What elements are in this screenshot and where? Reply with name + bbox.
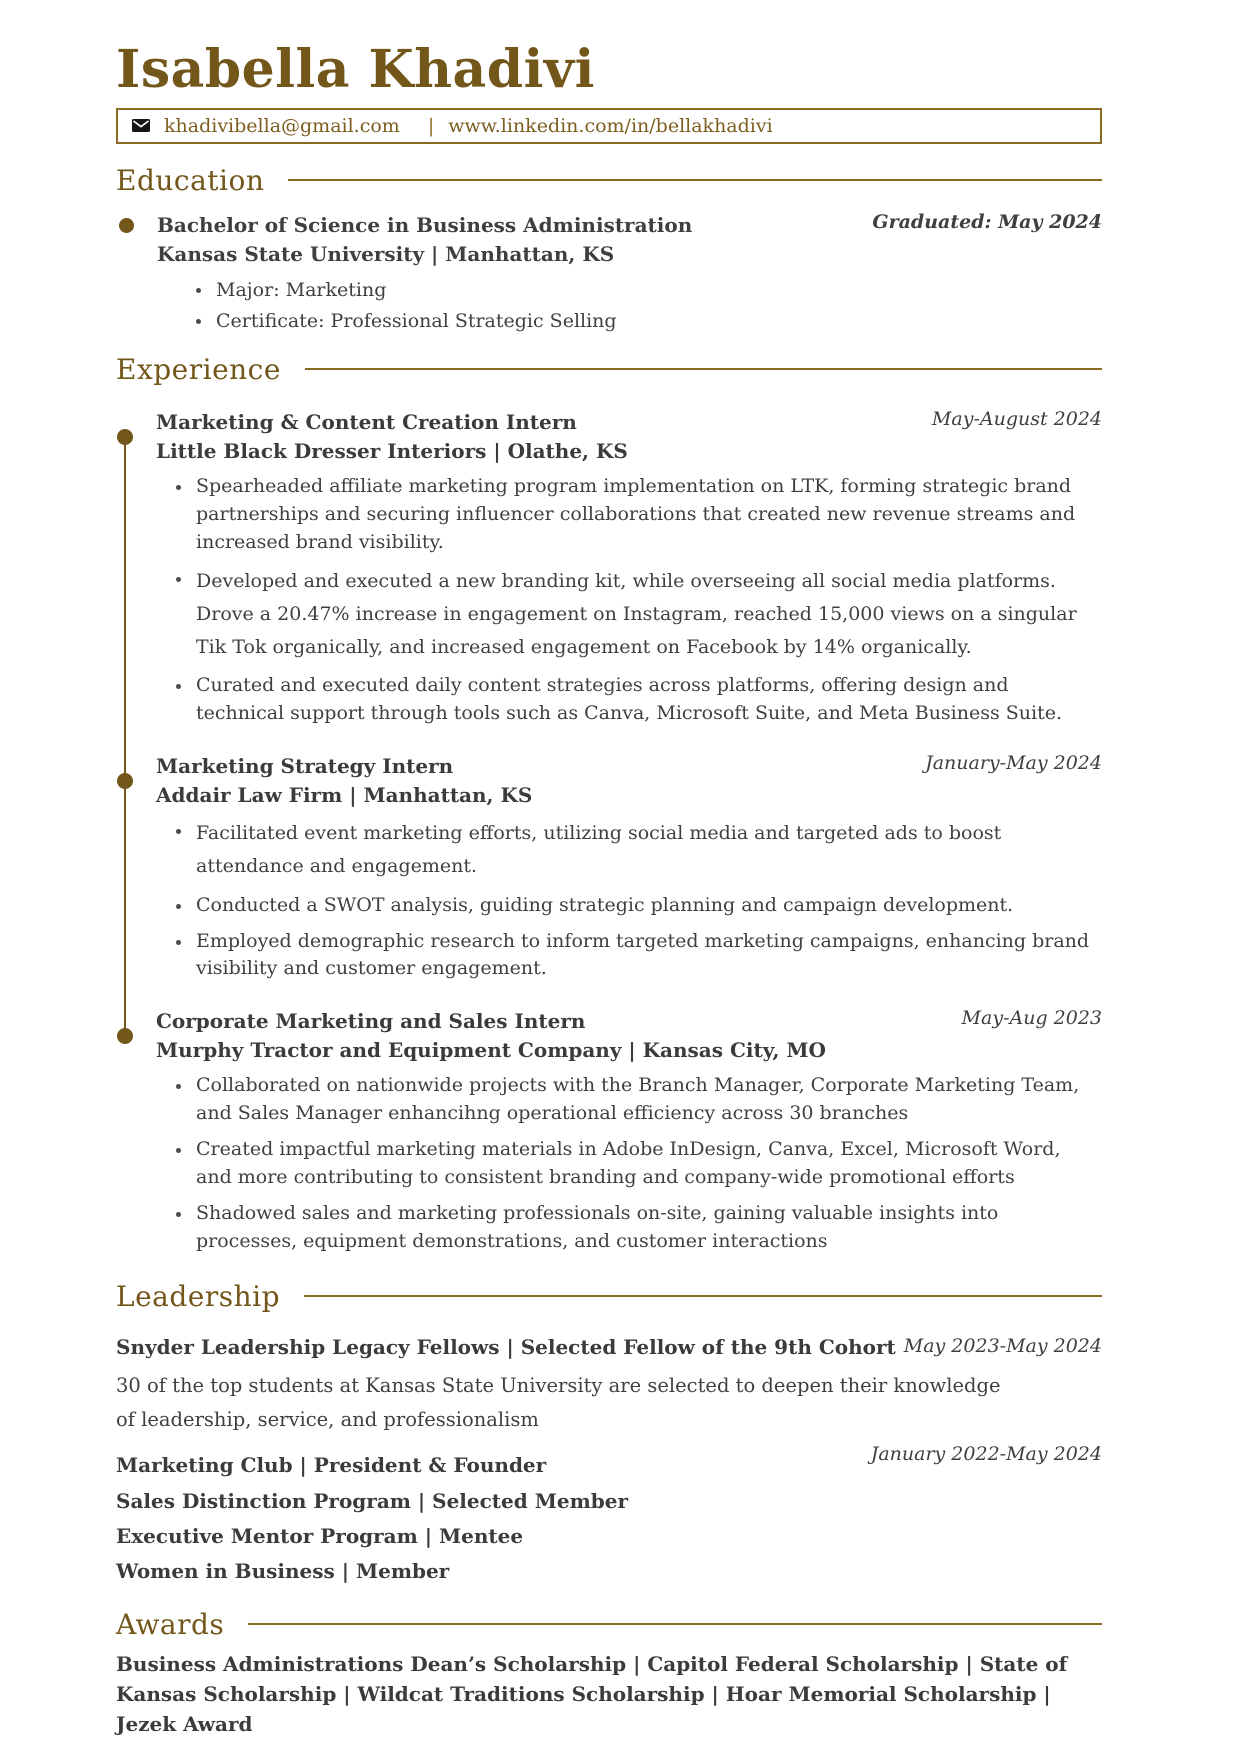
- education-entry: [116, 211, 1102, 269]
- club-item: Marketing Club | President & Founder: [116, 1453, 547, 1478]
- education-rule: [288, 179, 1102, 181]
- education-details: [194, 277, 1102, 335]
- fellowship-date: May 2023-May 2024: [903, 1334, 1102, 1357]
- graduation-date: Graduated: May 2024: [872, 210, 1102, 233]
- job-role: Marketing & Content Creation Intern: [156, 409, 577, 434]
- job-bullet: Shadowed sales and marketing professionals on-site, gaining valuable insights into processes, equipment demonstrations, and customer interactions: [196, 1200, 1102, 1256]
- job-bullet: Conducted a SWOT analysis, guiding strategic planning and campaign development.: [196, 892, 1102, 920]
- timeline-dot: [117, 429, 133, 445]
- job-bullets: [196, 1072, 1102, 1256]
- job-company: Little Black Dresser Interiors | Olathe, KS: [156, 438, 628, 463]
- job-company: Murphy Tractor and Equipment Company | Kansas City, MO: [156, 1038, 826, 1063]
- contact-divider: |: [427, 114, 435, 137]
- job-company: Addair Law Firm | Manhattan, KS: [156, 783, 533, 808]
- club-item: Sales Distinction Program | Selected Member: [116, 1488, 628, 1513]
- school: Kansas State University | Manhattan, KS: [157, 241, 615, 266]
- education-heading: [116, 164, 1102, 197]
- clubs-date: January 2022-May 2024: [870, 1443, 1102, 1466]
- leadership-rule: [304, 1295, 1102, 1297]
- email-text[interactable]: khadivibella@gmail.com: [164, 114, 400, 137]
- leadership-heading: [116, 1280, 1102, 1313]
- degree: Bachelor of Science in Business Administration: [157, 212, 693, 237]
- job-role: Marketing Strategy Intern: [156, 754, 454, 779]
- education-title: Education: [116, 163, 265, 197]
- experience-heading: [116, 353, 1102, 386]
- job-role: Corporate Marketing and Sales Intern: [156, 1009, 586, 1034]
- job-date: January-May 2024: [925, 752, 1102, 775]
- job-entry: [116, 1007, 1102, 1256]
- awards-section: [116, 1608, 1102, 1739]
- education-section: [116, 164, 1102, 335]
- job-date: May-August 2024: [931, 407, 1102, 430]
- job-entry: [116, 752, 1102, 983]
- experience-rule: [305, 368, 1102, 370]
- education-detail: Major: Marketing: [194, 277, 1102, 304]
- job-bullet: Collaborated on nationwide projects with the Branch Manager, Corporate Marketing Team, and Sales Manager enhancihng operational efficiency across 30 branches: [196, 1072, 1102, 1128]
- fellowship-description-line: of leadership, service, and professionalism: [116, 1408, 539, 1432]
- awards-heading: [116, 1608, 1102, 1641]
- job-bullet: Developed and executed a new branding kit, while overseeing all social media platforms. Drove a 20.47% increase in engagement on Instagram, reached 15,000 views on a singular Tik Tok organically, and increased engagement on Facebook by 14% organically.: [196, 565, 1102, 665]
- experience-title: Experience: [116, 352, 281, 386]
- leadership-title: Leadership: [116, 1279, 281, 1313]
- job-date: May-Aug 2023: [961, 1007, 1102, 1030]
- linkedin-url[interactable]: www.linkedin.com/in/bellakhadivi: [448, 114, 773, 137]
- envelope-icon: [132, 119, 150, 132]
- person-name: Isabella Khadivi: [116, 39, 595, 100]
- timeline-dot: [117, 1028, 133, 1044]
- job-bullet: Facilitated event marketing efforts, utilizing social media and targeted ads to boost attendance and engagement.: [196, 817, 1102, 884]
- awards-title: Awards: [116, 1607, 225, 1641]
- fellowship-name: Snyder Leadership Legacy Fellows | Selected Fellow of the 9th Cohort: [116, 1334, 896, 1359]
- leadership-section: [116, 1280, 1102, 1586]
- job-bullet: Curated and executed daily content strategies across platforms, offering design and technical support through tools such as Canva, Microsoft Suite, and Meta Business Suite.: [196, 672, 1102, 728]
- fellowship-description-line: 30 of the top students at Kansas State University are selected to deepen their knowledge: [116, 1373, 1001, 1397]
- education-bullet-dot: [119, 218, 134, 233]
- job-bullets: [196, 817, 1102, 983]
- contact-bar: [116, 108, 1102, 144]
- job-bullets: [196, 473, 1102, 728]
- fellowship-entry: [116, 1335, 1102, 1359]
- education-detail: Certificate: Professional Strategic Selling: [194, 308, 1102, 335]
- jobs-timeline: [116, 408, 1102, 1256]
- job-bullet: Employed demographic research to inform targeted marketing campaigns, enhancing brand visibility and customer engagement.: [196, 928, 1102, 984]
- experience-section: [116, 353, 1102, 1256]
- awards-list: Business Administrations Dean’s Scholarship | Capitol Federal Scholarship | State of Kansas Scholarship | Wildcat Traditions Scholarship | Hoar Memorial Scholarship | Jezek Award: [116, 1651, 1068, 1736]
- club-item: Women in Business | Member: [116, 1559, 450, 1584]
- job-bullet: Spearheaded affiliate marketing program implementation on LTK, forming strategic brand partnerships and securing influencer collaborations that created new revenue streams and increased brand visibility.: [196, 473, 1102, 557]
- job-entry: [116, 408, 1102, 728]
- fellowship-description: [116, 1369, 1102, 1437]
- club-item: Executive Mentor Program | Mentee: [116, 1523, 524, 1548]
- awards-rule: [248, 1623, 1102, 1625]
- clubs-list: [116, 1443, 1102, 1586]
- job-bullet: Created impactful marketing materials in Adobe InDesign, Canva, Excel, Microsoft Word, and more contributing to consistent branding and company-wide promotional efforts: [196, 1136, 1102, 1192]
- timeline-dot: [117, 773, 133, 789]
